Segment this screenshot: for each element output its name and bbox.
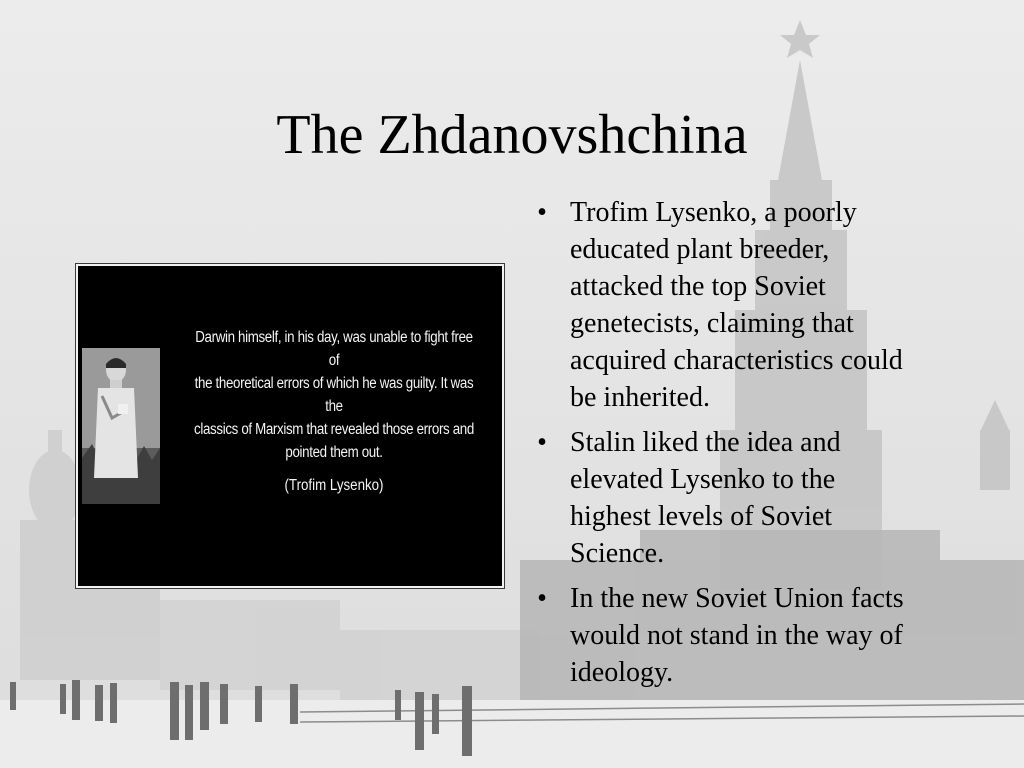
bullet-list (528, 194, 908, 699)
bullet-marker: • (537, 197, 547, 228)
quote-attribution: (Trofim Lysenko) (284, 477, 384, 494)
quote-line: the theoretical errors of which he was guilty. It was the (194, 375, 474, 415)
bullet-text: In the new Soviet Union facts would not stand in the way of ideology. (570, 583, 904, 688)
quote-line: Darwin himself, in his day, was unable to fight free of (195, 329, 473, 369)
quote-line: pointed them out. (285, 444, 383, 461)
bullet-marker: • (537, 427, 547, 458)
slide-title: The Zhdanovshchina (276, 104, 748, 166)
bullet-item (528, 580, 908, 691)
bullet-item (528, 424, 908, 572)
quote-text (191, 326, 477, 464)
lysenko-portrait-photo (82, 348, 160, 504)
bullet-text: Stalin liked the idea and elevated Lysenko to the highest levels of Soviet Science. (570, 427, 841, 569)
quote-line: classics of Marxism that revealed those errors and (194, 421, 474, 438)
bullet-text: Trofim Lysenko, a poorly educated plant breeder, attacked the top Soviet genetecists, claiming that acquired characteristics could be inherited. (570, 197, 903, 413)
lysenko-quote-image (76, 264, 504, 588)
bullet-item (528, 194, 908, 416)
bullet-marker: • (537, 583, 547, 614)
